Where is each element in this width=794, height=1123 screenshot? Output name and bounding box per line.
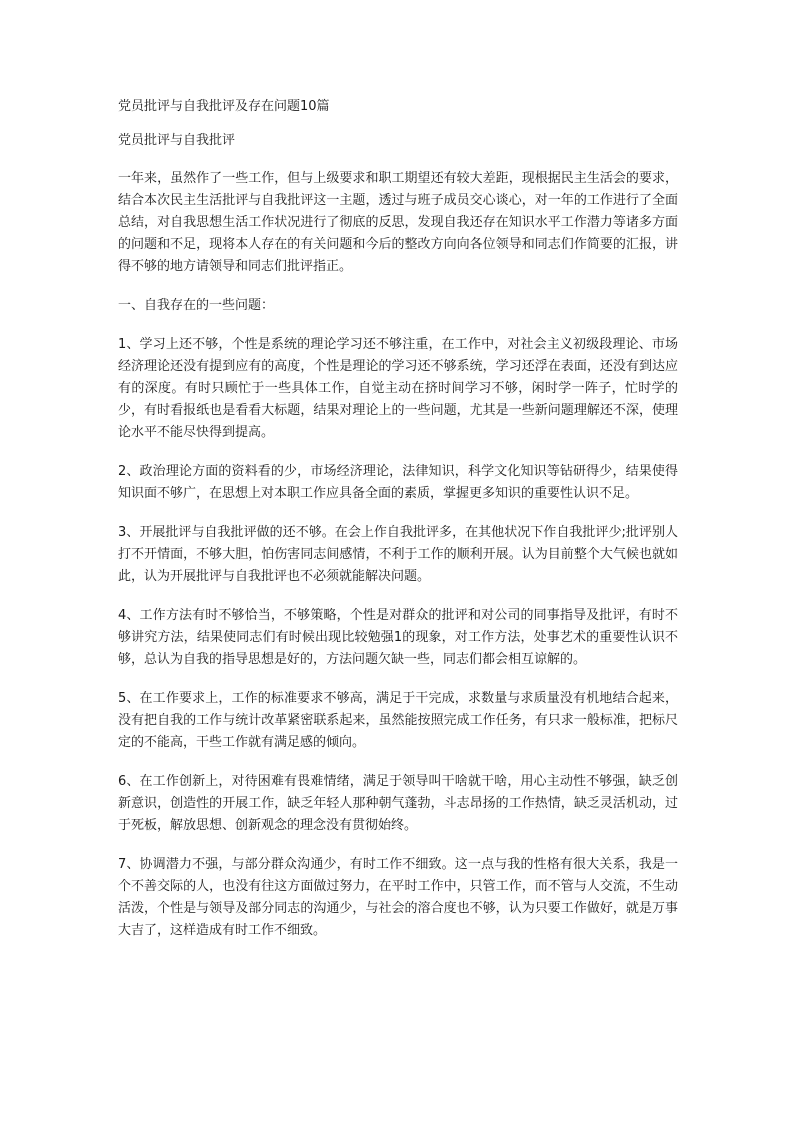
intro-paragraph: 一年来，虽然作了一些工作，但与上级要求和职工期望还有较大差距，现根据民主生活会的要求，结合本次民主生活批评与自我批评这一主题，透过与班子成员交心谈心，对一年的工作进行了全面总结，对自我思想生活工作状况进行了彻底的反思，发现自我还存在知识水平工作潜力等诸多方面的问题和不足，现将本人存在的有关问题和今后的整改方向向各位领导和同志们作简要的汇报，讲得不够的地方请领导和同志们批评指正。 [118, 171, 678, 274]
problem-item-2: 2、政治理论方面的资料看的少，市场经济理论，法律知识，科学文化知识等钻研得少，结果使得知识面不够广，在思想上对本职工作应具备全面的素质，掌握更多知识的重要性认识不足。 [118, 464, 678, 501]
problem-item-7: 7、协调潜力不强，与部分群众沟通少，有时工作不细致。这一点与我的性格有很大关系，我是一个不善交际的人，也没有往这方面做过努力，在平时工作中，只管工作，而不管与人交流，不生动活泼，个性是与领导及部分同志的沟通少，与社会的溶合度也不够，认为只要工作做好，就是万事大吉了，这样造成有时工作不细致。 [118, 857, 678, 938]
problem-item-5: 5、在工作要求上，工作的标准要求不够高，满足于干完成，求数量与求质量没有机地结合起来，没有把自我的工作与统计改革紧密联系起来，虽然能按照完成工作任务，有只求一般标准，把标尺定的不能高，干些工作就有满足感的倾向。 [118, 691, 678, 750]
problem-item-1: 1、学习上还不够，个性是系统的理论学习还不够注重，在工作中，对社会主义初级段理论、市场经济理论还没有提到应有的高度，个性是理论的学习还不够系统，学习还浮在表面，还没有到达应有的深度。有时只顾忙于一些具体工作，自觉主动在挤时间学习不够，闲时学一阵子，忙时学的少，有时看报纸也是看看大标题，结果对理论上的一些问题，尤其是一些新问题理解还不深，使理论水平不能尽快得到提高。 [118, 337, 678, 440]
document-page [118, 96, 678, 959]
problem-item-6: 6、在工作创新上，对待困难有畏难情绪，满足于领导叫干啥就干啥，用心主动性不够强，缺乏创新意识，创造性的开展工作，缺乏年轻人那种朝气蓬勃，斗志昂扬的工作热情，缺乏灵活机动，过于死板，解放思想、创新观念的理念没有贯彻始终。 [118, 774, 678, 833]
section-title: 党员批评与自我批评 [118, 133, 236, 148]
problem-item-4: 4、工作方法有时不够恰当，不够策略，个性是对群众的批评和对公司的同事指导及批评，有时不够讲究方法，结果使同志们有时候出现比较勉强1的现象，对工作方法，处事艺术的重要性认识不够，总认为自我的指导思想是好的，方法问题欠缺一些，同志们都会相互谅解的。 [118, 608, 678, 667]
problems-heading: 一、自我存在的一些问题： [118, 298, 275, 313]
problem-item-3: 3、开展批评与自我批评做的还不够。在会上作自我批评多，在其他状况下作自我批评少;批评别人打不开情面，不够大胆，怕伤害同志间感情，不利于工作的顺利开展。认为目前整个大气候也就如此，认为开展批评与自我批评也不必须就能解决问题。 [118, 525, 678, 584]
document-title: 党员批评与自我批评及存在问题10篇 [118, 99, 330, 114]
